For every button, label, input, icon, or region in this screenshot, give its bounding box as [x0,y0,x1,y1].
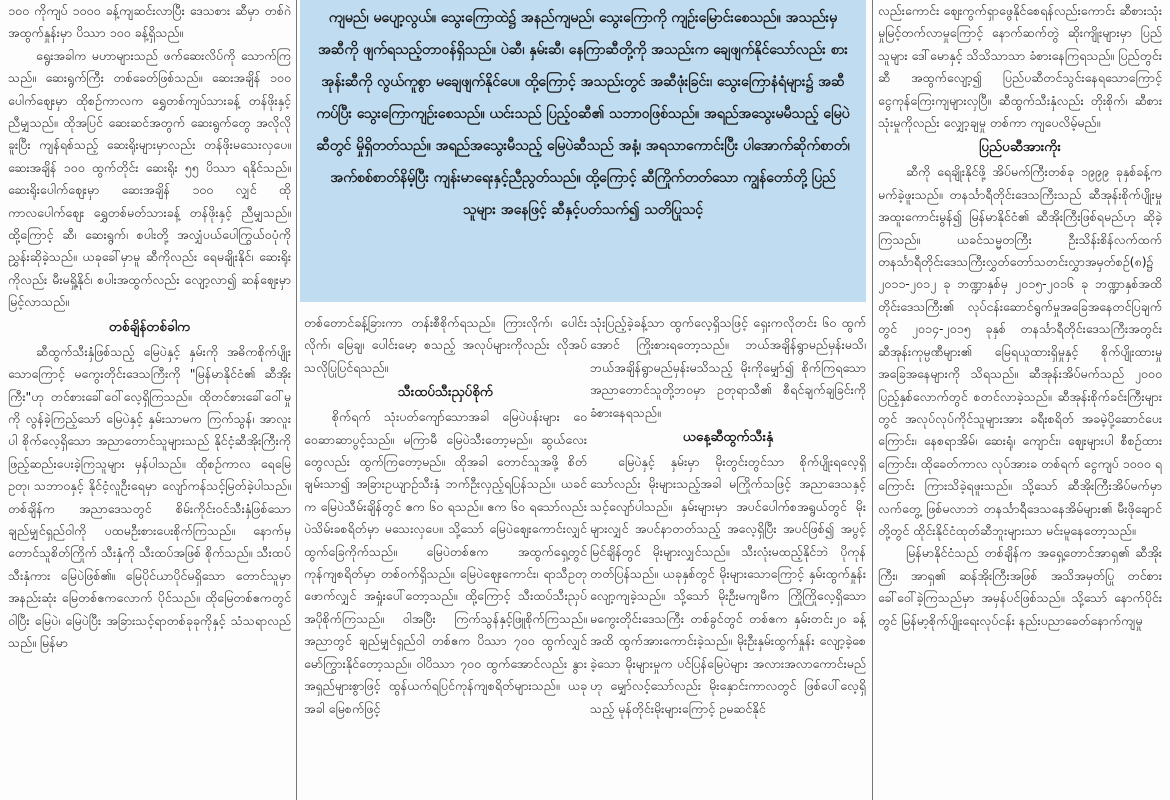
article-column-4 [878,0,1162,800]
section-heading: တစ်ချိန်တစ်ခါက [108,318,191,335]
highlight-text: ကျမည်၊ မပျော့လွယ်။ သွေးကြောထဲ၌ အနည်ကျမည်၊ သွေးကြောကို ကျဉ်းမြောင်းစေသည်။ အသည်းမှအဆီကို ဖျက်ရသည့်တာဝန်ရှိသည်။ ပဲဆီ၊ နှမ်းဆီ၊ နေကြာဆီတို့ကို အသည်းက ချေဖျက်နိုင်သော်လည်း စားအုန်းဆီကို လွယ်ကူစွာ မချေဖျက်နိုင်ပေ။ ထို့ကြောင့် အသည်းတွင် အဆီဖုံးခြင်း၊ သွေးကြောနံရံများ၌ အဆီကပ်ပြီး သွေးကြောကျဉ်းစေသည်။ ယင်းသည် ပြည့်ဝဆီ၏ သဘာဝဖြစ်သည်။ အရည်အသွေးမမီသည့် မြေပဲဆီတွင် မှိုရှိတတ်သည်။ အရည်အသွေးမီသည့် မြေပဲဆီသည် အနံ့၊ အရသာကောင်းပြီး ပါအောက်ဆိုက်စာတ်၊ အက်စစ်စာတ်နိမ့်ပြီး ကျန်းမာရေးနှင့်ညီညွတ်သည်။ ထို့ကြောင့် ဆီကြိုက်တတ်သော ကျွန်တော်တို့ ပြည်သူများ အနေဖြင့် ဆီနှင့်ပတ်သက်၍ သတိပြုသင့် [316,10,850,218]
paragraph: ရွေးအခါက မဟာများသည် ဖက်ဆေးလိပ်ကို သောက်ကြသည်။ ဆေးရွက်ကြီး တစ်ခေတ်ဖြစ်သည်။ ဆေးအချိန် ၁၀၀ ပေါက်ဈေးမှာ ထိုစဉ်ကာလက ရွှေတစ်ကျပ်သားခန့် တန်ဖိုးနှင့် ညီမျှသည်။ ထိုအပြင် ဆေးဆင်အတွက် ဆေးရွက်တွေ အလိုလိုခူးပြီး ကျန်ရစ်သည့် ဆေးရိုးများမှာလည်း တန်ဖိုးမသေးလှပေ။ ဆေးအချိန် ၁၀၀ ထွက်တိုင်း ဆေးရိုး ၅၅ ပိဿာ ရနိုင်သည်။ ဆေးရိုးပေါက်ဈေးမှာ ဆေးအချိန် ၁၀၀ လျှင် ထိုကာလပေါက်ဈေး ရွှေတစ်မတ်သားခန့် တန်ဖိုးနှင့် ညီမျှသည်။ ထို့ကြောင့် ဆီ၊ ဆေးရွက်၊ စပါးတို့ အလျှံပယ်ပေါကြွယ်ဝပုံကို ညွှန်းဆိုခဲ့သည်။ ယခုခေါ်မှာမူ ဆီကိုလည်း ရေမချိုးနိုင်၊ ဆေးရိုးကိုလည်း မီးမရှို့နိုင်၊ စပါးအထွက်လည်း လျော့လာ၍ ဆန်ဈေးမှာ မြင့်လာသည်။ [8,47,291,310]
paragraph: မြန်မာနိုင်ငံသည် တစ်ချိန်က အရှေ့တောင်အာရှ၏ ဆီအိုးကြီး၊ အာရှ၏ ဆန်အိုးကြီးအဖြစ် အသိအမှတ်ပြု တင်စားခေါ်ဝေါ်ခဲ့ကြသည်မှာ အမှန်ပင်ဖြစ်သည်။ သို့သော် နောက်ပိုင်းတွင် မြန်မာ့စိုက်ပျိုးရေးလုပ်ငန်း နည်းပညာခေတ်နောက်ကျမှု [878,545,1162,628]
article-column-1 [8,0,291,800]
paragraph: သုံးပြည့်ခဲ့ခန့်သာ ထွက်လေ့ရှိသဖြင့် ရှေးကလိုတင်း ၆၀ ထွက်အောင် ကြိုးစားရတော့သည်။ ဘယ်အချိန်ရွာမည်မှန်းမသိ၊ ဘယ်အချိန်ရွာမည်မှန်းမသိသည့် မိုးကိုမျှော်၍ စိုက်ကြရသော အညာတောင်သူတို့ဘဝမှာ ဥတုရာသီ၏ စီရင်ချက်ချခြင်းကို ခံစားနေရသည်။ [590,315,866,420]
paragraph: တစ်တောင်ခန့်ခြားကာ တန်းစီစိုက်ရသည်။ ကြားလိုက်၊ ပေါင်းလိုက်၊ မြေချ၊ ပေါင်းမော့ စသည့် အလုပ်များကိုလည်း လိုအပ်သလိုပြုပြင်ရသည်။ [304,315,587,375]
article-column-2 [304,312,587,800]
paragraph: စိုက်ရက် သုံးပတ်ကျော်သောအခါ မြေပဲပန်းများ ဝေဝေဆာဆာပွင့်သည်။ မကြာမီ မြေပဲသီးတော့မည်။ ဆွယ်လေးတွေလည်း ထွက်ကြတော့မည်။ ထိုအခါ တောင်သူအဖို့ စိတ်ချမ်းသာ၍ အခြားဥယျာဉ်သီးနှံ ဘက်ဦးလှည့်ရပြန်သည်။ ယခင်က မြေပဲသီမ်းချိန်တွင် ဧက ၆၀ ရသည်။ ဧက ၆၀ ရသော်လည်း ပဲသိမ်းခစရိတ်မှာ မသေးလှပေ။ သို့သော် မြေပဲဈေးကောင်းလျှင် ထွက်ခြေကိုက်သည်။ မြေပဲတစ်ဧက အထွက်ရှေ့တွင် ကုန်ကျစရိတ်မှာ တစ်ဝက်ရှိသည်။ မြေပဲဈေးကောင်း၊ ရာသီဥတုဖောက်လျှင် အရှုံးပေါ်တော့သည်။ ထို့ကြောင့် သီးထပ်သီးညှပ် အပိုစိုက်ကြသည်။ ဝါအပြီး ကြက်သွန်နှင့်ဖြူစိုက်ကြသည်။ အညာတွင် ချည်မျှင်ရှည်ဝါ တစ်ဧက ပိဿာ ၇၀၀ ထွက်လျှင် မော်ကြွားနိုင်တော့သည်။ ဝါပိဿာ ၇၀၀ ထွက်အောင်လည်း နွားအရှည်များစွာဖြင့် ထွန်ယက်ရပြင်ကုန်ကျစရိတ်များသည်။ ယခုအခါ မြေစက်ဖြင့် [304,409,587,716]
section-heading: သီးထပ်သီးညှပ်စိုက် [397,384,494,401]
column-divider [296,0,297,800]
paragraph: လည်းကောင်း ဈေးကွက်ရှာဖွေနိုင်စေရန်လည်းကောင်း ဆီစားသုံးမှုမြင့်တက်လာမှုကြောင့် နောက်ဆက်တွဲ ဆိုးကျိုးများမှာ ပြည်သူများ ဒေါ်မောနှင့် သိသိသာသာ ခံစားနေကြရသည်။ ပြည်တွင်းဆီ အထွက်လျော့၍ ပြည်ပဆီတင်သွင်းနေရသောကြောင့် ငွေကုန်ကြေးကျများလှပြီ။ ဆီထွက်သီးနှံလည်း တိုးစိုက်၊ ဆီစားသုံးမှုကိုလည်း လျှော့ချမှု တစ်ကာ ကျပေလိမ့်မည်။ [878,3,1162,131]
article-column-3 [590,312,866,800]
section-heading: ယနေ့ဆီထွက်သီးနှံ [682,429,774,446]
paragraph: ၁၀၀ ကိုကျပ် ၁၀၀၀ ခန့်ကျဆင်းလာပြီး ဒေသစား ဆီမှာ တစ်ဂဲ အထွက်နှုန်းမှာ ပိဿာ ၁၀၀ ခန့်ရှိသည်။ [8,3,291,41]
paragraph: ဆီကို ရေချိုးနိုင်ဖို့ အိပ်မက်ကြီးတစ်ခု ၁၉၉၉ ခုနှစ်ခန့်က မက်ခဲ့ဖူးသည်။ တနင်္သာရီတိုင်းဒေသကြီးသည် ဆီအုန်းစိုက်ပျိုးမှု အထူးကောင်းမွန်၍ မြန်မာနိုင်ငံ၏ ဆီအိုးကြီးဖြစ်ရမည်ဟု ဆိုခဲ့ကြသည်။ ယခင်သမ္မတကြီး ဦးသိန်းစိန်လက်ထက် တနင်္သာရီတိုင်းဒေသကြီးလွှတ်တော်သတင်းလွှာအမှတ်စဉ်(၈)၌ ၂၀၁၁-၂၀၁၂ ခု ဘဏ္ဍာနှစ်မှ ၂၀၁၅-၂၀၁၆ ခု ဘဏ္ဍာနှစ်အထိ တိုင်းဒေသကြီး၏ လုပ်ငန်းဆောင်ရွက်မှုအခြေအနေတင်ပြချက်တွင် ၂၀၁၄-၂၀၁၅ ခုနှစ် တနင်္သာရီတိုင်းဒေသကြီးအတွင်း ဆီအုန်းကုမ္ပဏီများ၏ မြေရယူထားရှိမှုနှင့် စိုက်ပျိုးထားမှုအခြေအနေများကို သိရသည်။ ဆီအုန်းအိပ်မက်သည် ၂၀၀၀ ပြည့်နှစ်လောက်တွင် စတင်လာခဲ့သည်။ ဆီအုန်းစိုက်ခင်းကြီးများတွင် အလုပ်လုပ်ကိုင်သူများအား ခရီးစရိတ် အခမဲ့ပို့ဆောင်ပေးကြောင်း၊ နေစရာအိမ်၊ ဆေးရုံ၊ ကျောင်း၊ ဈေးများပါ စီစဉ်ထားကြောင်း၊ ထိုခေတ်ကာလ လုပ်အားခ တစ်ရက် ငွေကျပ် ၁၀၀၀ ရကြောင်း ကြားသိခဲ့ရဖူးသည်။ သို့သော် ဆီအိုးကြီးအိပ်မက်မှာ လက်တွေ့ ဖြစ်မလာဘဲ တနင်္သာရီဒေသနေအိမ်များ၏ မီးဖိုချောင်တို့တွင် ထိုင်းနိုင်ငံထုတ်ဆီဘူးများသာ မင်းမူနေတော့သည်။ [878,164,1162,538]
paragraph: ဆီထွက်သီးနှံဖြစ်သည့် မြေပဲနှင့် နှမ်းကို အဓိကစိုက်ပျိုးသောကြောင့် မကွေးတိုင်းဒေသကြီးကို "မြန်မာနိုင်ငံ၏ ဆီအိုးကြီး"ဟု တင်စားခေါ်ဝေါ်လေ့ရှိကြသည်။ ထိုတင်စားခေါ်ဝေါ်မှုကို လွန်ခဲ့ကြည့်သော် မြေပဲနှင့် နှမ်းသာမက ကြက်သွန်၊ အာလူးပါ စိုက်လေ့ရှိသော အညာတောင်သူများသည် နိုင်ငံ့ဆီအိုးကြီးကို ဖြည့်ဆည်းပေးခဲ့ကြသူများ မှန်ပါသည်။ ထိုစဉ်ကာလ ရေမြေ ဥတု၊ သဘာဝနှင့် နိုင်ငံ့လူဦးရေမှာ လျော်ကန်သင့်မြတ်ခဲ့ပါသည်။ တစ်ချိန်က အညာဒေသတွင် စိမ်းကိုင်းဝင်သီးနှံဖြစ်သော ချည်မျှင်ရှည်ဝါကို ပထမဦးစားပေးစိုက်ကြသည်။ နောက်မှ တောင်သူစိတ်ကြိုက် သီးနှံကို သီးထပ်အဖြစ် စိုက်သည်။ သီးထပ်သီးနှံကား မြေပဲဖြစ်၏။ မြေပိုင်ယာပိုင်မရှိသော တောင်သူမှာ အနည်းဆုံး မြေတစ်ဧကလောက် ပိုင်သည်။ ထိုမြေတစ်ဧကတွင် ဝါပြီး မြေပဲ၊ မြေပဲပြီး အခြားသင့်ရာတစ်ခုခုကိုနှင့် သံသရာလည်သည်။ မြန်မာ [8,343,291,650]
column-divider [872,0,873,800]
highlight-box [300,0,866,302]
section-heading: ပြည်ပဆီအားကိုး [979,139,1061,156]
paragraph: မြေပဲနှင့် နှမ်းမှာ မိုးတွင်းတွင်သာ စိုက်ပျိုးရလေ့ရှိသော်လည်း မိုးများသည့်အခါ မကြိုက်သဖြင့် အညာဒေသနှင့် သင့်လျော်ပါသည်။ နှမ်းများမှာ အပင်ပေါက်စအရွယ်တွင် မိုးများလျှင် အပင်နာတတ်သည့် အလေ့ရှိပြီး အပင်ဖြစ်၍ အပွင့်မြင်ချိန်တွင် မိုးများလျှင်သည်။ သီးလုံးမထည့်နိုင်ဘဲ ပိုကုန်တတ်ပြန်သည်။ ယခုနှစ်တွင် မိုးများသောကြောင့် နှမ်းထွက်နှုန်း လျော့ကျခဲ့သည်။ သို့သော် မိုးဦးမကျမီက ကြိုကြိုလေ့ရှိသော မကွေးတိုင်းဒေသကြီး တစ်ခွင်တွင် တစ်ဧက နှမ်းတင်း၂၀ ခန့်အထိ ထွက်အားကောင်းခဲ့သည်။ မိုးဦးနှမ်းထွက်နှုန်း လျော့ခဲ့စေခဲ့သော မိုးများမှုက ပင်ပြန်မြေပဲများ အလားအလာကောင်းမည်ဟု မျှော်လင့်သော်လည်း မိုးနှောင်းကာလတွင် ဖြစ်ပေါ်လေ့ရှိသည့် မုန်တိုင်းမိုးများကြောင့် ဥမဆင်နိုင် [590,454,866,716]
